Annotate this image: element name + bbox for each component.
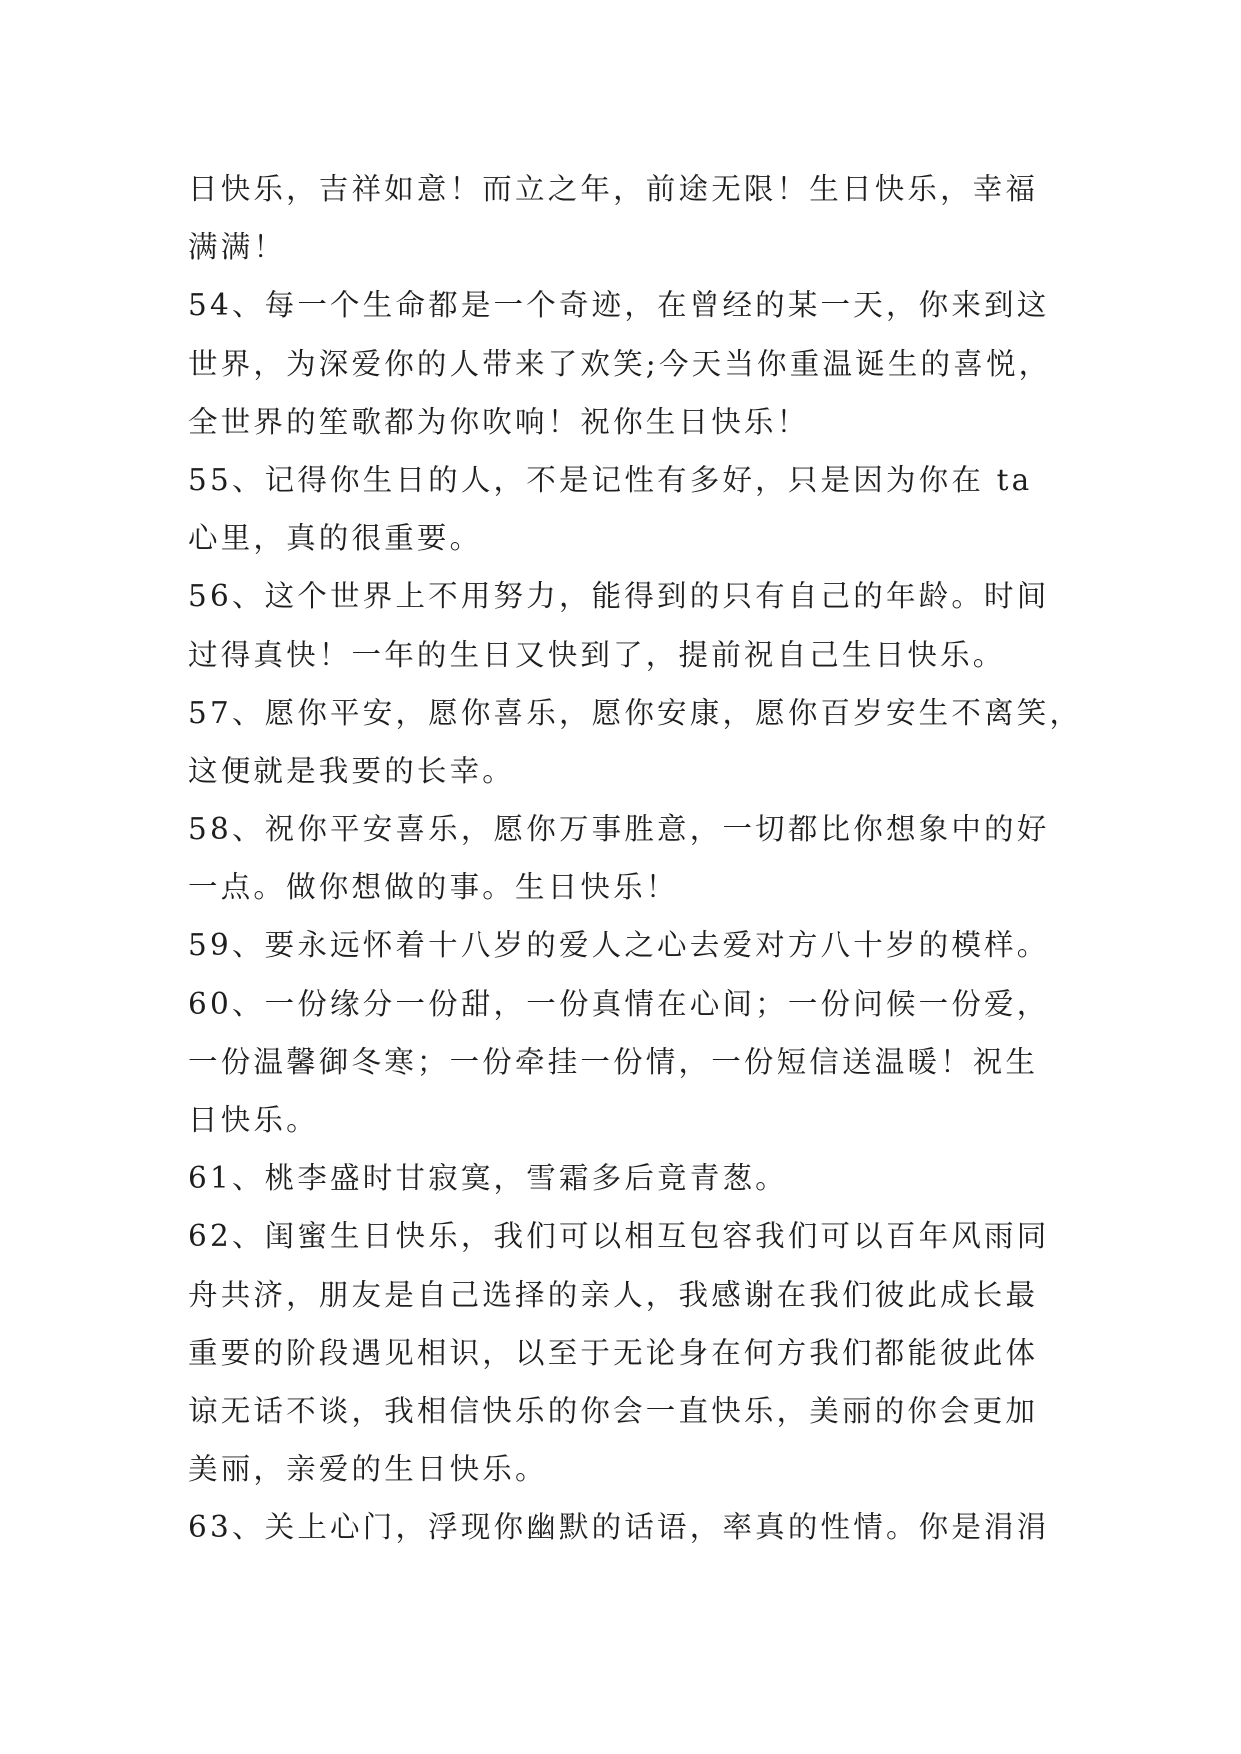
text-line: 这便就是我要的长幸。 (188, 753, 516, 788)
text-line: 58、祝你平安喜乐，愿你万事胜意，一切都比你想象中的好 (188, 812, 1050, 847)
document-body (188, 160, 1083, 1557)
text-line: 一份温馨御冬寒；一份牵挂一份情，一份短信送温暖！祝生 (188, 1044, 1039, 1079)
text-line: 54、每一个生命都是一个奇迹，在曾经的某一天，你来到这 (188, 288, 1050, 323)
text-line: 谅无话不谈，我相信快乐的你会一直快乐，美丽的你会更加 (188, 1393, 1039, 1428)
text-line: 心里，真的很重要。 (188, 521, 483, 556)
text-line: 62、闺蜜生日快乐，我们可以相互包容我们可以百年风雨同 (188, 1219, 1050, 1254)
text-line: 56、这个世界上不用努力，能得到的只有自己的年龄。时间 (188, 579, 1050, 614)
text-line: 舟共济，朋友是自己选择的亲人，我感谢在我们彼此成长最 (188, 1277, 1039, 1312)
text-line: 60、一份缘分一份甜，一份真情在心间；一份问候一份爱， (188, 986, 1050, 1021)
text-line: 61、桃李盛时甘寂寞，雪霜多后竟青葱。 (188, 1161, 788, 1196)
text-line: 59、要永远怀着十八岁的爱人之心去爱对方八十岁的模样。 (188, 928, 1050, 963)
text-line: 63、关上心门，浮现你幽默的话语，率真的性情。你是涓涓 (188, 1510, 1050, 1545)
text-line: 日快乐，吉祥如意！而立之年，前途无限！生日快乐，幸福 (188, 172, 1039, 206)
text-line: 过得真快！一年的生日又快到了，提前祝自己生日快乐。 (188, 637, 1006, 672)
text-line: 美丽，亲爱的生日快乐。 (188, 1452, 548, 1487)
text-line: 一点。做你想做的事。生日快乐！ (188, 870, 679, 905)
text-line: 55、记得你生日的人，不是记性有多好，只是因为你在 ta (188, 462, 1033, 497)
text-line: 57、愿你平安，愿你喜乐，愿你安康，愿你百岁安生不离笑， (188, 695, 1083, 730)
text-line: 满满！ (188, 230, 287, 265)
text-line: 全世界的笙歌都为你吹响！祝你生日快乐！ (188, 404, 810, 439)
text-line: 世界，为深爱你的人带来了欢笑;今天当你重温诞生的喜悦， (188, 346, 1052, 381)
text-line: 重要的阶段遇见相识，以至于无论身在何方我们都能彼此体 (188, 1335, 1039, 1370)
text-line: 日快乐。 (188, 1103, 319, 1137)
